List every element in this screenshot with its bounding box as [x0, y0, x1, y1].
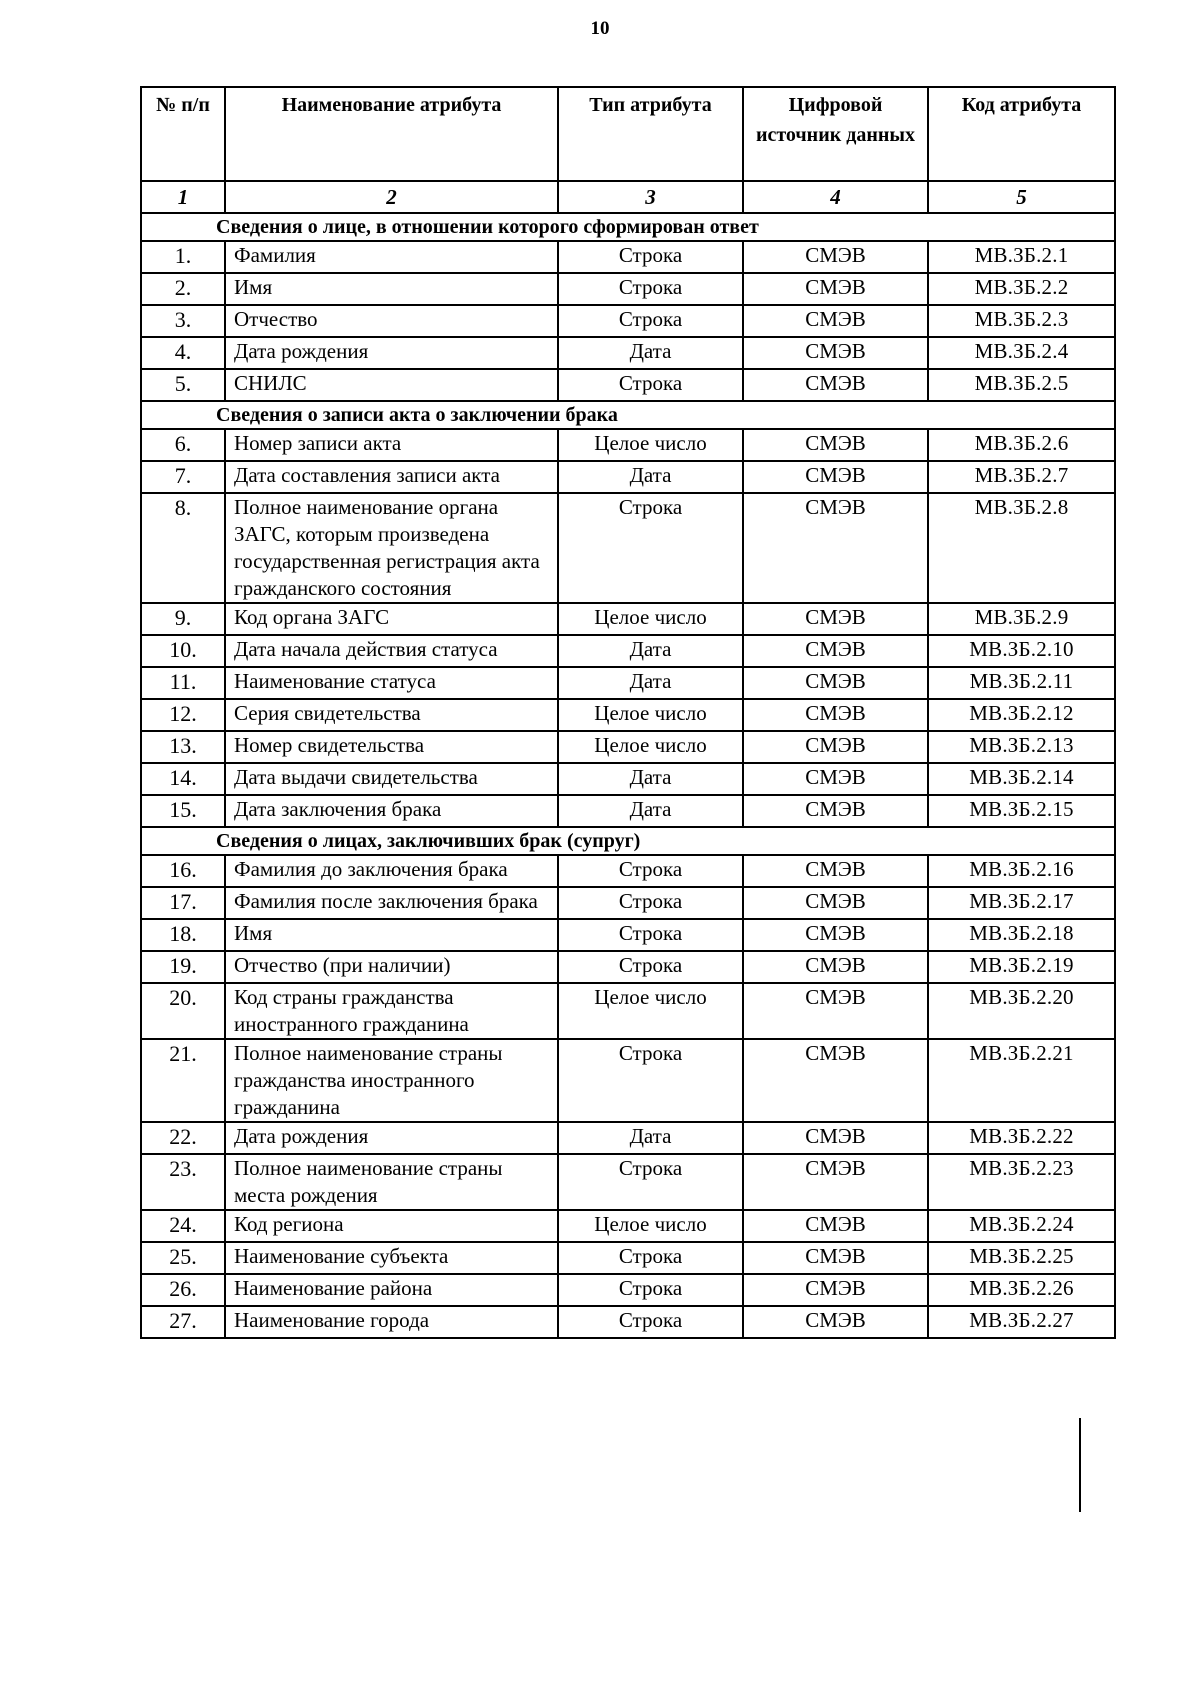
attribute-name: Дата рождения [225, 337, 558, 369]
attribute-code: МВ.ЗБ.2.23 [928, 1154, 1115, 1210]
row-number: 26. [141, 1274, 225, 1306]
column-number: 2 [225, 181, 558, 213]
attribute-type: Дата [558, 667, 743, 699]
table-row [141, 855, 1115, 887]
attribute-type: Строка [558, 855, 743, 887]
attribute-code: МВ.ЗБ.2.14 [928, 763, 1115, 795]
attribute-type: Целое число [558, 429, 743, 461]
data-source: СМЭВ [743, 603, 928, 635]
data-source: СМЭВ [743, 1039, 928, 1122]
attribute-code: МВ.ЗБ.2.17 [928, 887, 1115, 919]
attribute-code: МВ.ЗБ.2.21 [928, 1039, 1115, 1122]
table-header-row [141, 87, 1115, 181]
attribute-code: МВ.ЗБ.2.2 [928, 273, 1115, 305]
data-source: СМЭВ [743, 241, 928, 273]
attribute-name: Наименование района [225, 1274, 558, 1306]
row-number: 11. [141, 667, 225, 699]
attribute-type: Строка [558, 493, 743, 603]
table-row [141, 603, 1115, 635]
data-source: СМЭВ [743, 337, 928, 369]
attribute-type: Строка [558, 369, 743, 401]
table-row [141, 1274, 1115, 1306]
column-number: 5 [928, 181, 1115, 213]
data-source: СМЭВ [743, 667, 928, 699]
attribute-name: Полное наименование страны гражданства иностранного гражданина [225, 1039, 558, 1122]
row-number: 19. [141, 951, 225, 983]
column-number: 4 [743, 181, 928, 213]
attribute-code: МВ.ЗБ.2.22 [928, 1122, 1115, 1154]
attribute-type: Целое число [558, 1210, 743, 1242]
row-number: 4. [141, 337, 225, 369]
attribute-name: Код страны гражданства иностранного гражданина [225, 983, 558, 1039]
attribute-type: Целое число [558, 731, 743, 763]
attribute-code: МВ.ЗБ.2.5 [928, 369, 1115, 401]
row-number: 25. [141, 1242, 225, 1274]
table-row [141, 919, 1115, 951]
row-number: 16. [141, 855, 225, 887]
data-source: СМЭВ [743, 1274, 928, 1306]
data-source: СМЭВ [743, 305, 928, 337]
attribute-name: Фамилия после заключения брака [225, 887, 558, 919]
row-number: 22. [141, 1122, 225, 1154]
attribute-name: Номер свидетельства [225, 731, 558, 763]
table-row [141, 273, 1115, 305]
attribute-code: МВ.ЗБ.2.16 [928, 855, 1115, 887]
attribute-type: Строка [558, 887, 743, 919]
data-source: СМЭВ [743, 369, 928, 401]
section-header-row [141, 401, 1115, 429]
table-row [141, 493, 1115, 603]
data-source: СМЭВ [743, 795, 928, 827]
data-source: СМЭВ [743, 273, 928, 305]
attribute-name: Дата выдачи свидетельства [225, 763, 558, 795]
data-source: СМЭВ [743, 1242, 928, 1274]
attribute-type: Дата [558, 337, 743, 369]
attribute-code: МВ.ЗБ.2.18 [928, 919, 1115, 951]
row-number: 5. [141, 369, 225, 401]
section-title: Сведения о записи акта о заключении брака [141, 401, 1115, 429]
table-row [141, 699, 1115, 731]
section-header-row [141, 827, 1115, 855]
attribute-type: Дата [558, 763, 743, 795]
data-source: СМЭВ [743, 919, 928, 951]
row-number: 13. [141, 731, 225, 763]
attribute-type: Целое число [558, 983, 743, 1039]
header-num: № п/п [141, 87, 225, 181]
attribute-name: Дата рождения [225, 1122, 558, 1154]
data-source: СМЭВ [743, 855, 928, 887]
data-source: СМЭВ [743, 461, 928, 493]
attribute-name: Наименование города [225, 1306, 558, 1338]
attribute-type: Дата [558, 795, 743, 827]
table-row [141, 795, 1115, 827]
attribute-type: Строка [558, 305, 743, 337]
table-row [141, 337, 1115, 369]
attribute-type: Строка [558, 1242, 743, 1274]
row-number: 15. [141, 795, 225, 827]
attribute-name: Отчество [225, 305, 558, 337]
data-source: СМЭВ [743, 1122, 928, 1154]
attribute-code: МВ.ЗБ.2.7 [928, 461, 1115, 493]
attribute-name: Дата начала действия статуса [225, 635, 558, 667]
row-number: 8. [141, 493, 225, 603]
column-number: 3 [558, 181, 743, 213]
data-source: СМЭВ [743, 1154, 928, 1210]
row-number: 20. [141, 983, 225, 1039]
attribute-code: МВ.ЗБ.2.9 [928, 603, 1115, 635]
row-number: 18. [141, 919, 225, 951]
attribute-type: Строка [558, 1306, 743, 1338]
attribute-name: Код органа ЗАГС [225, 603, 558, 635]
header-type: Тип атрибута [558, 87, 743, 181]
row-number: 27. [141, 1306, 225, 1338]
table-row [141, 951, 1115, 983]
table-row [141, 461, 1115, 493]
attribute-code: МВ.ЗБ.2.13 [928, 731, 1115, 763]
attribute-code: МВ.ЗБ.2.15 [928, 795, 1115, 827]
table-row [141, 1039, 1115, 1122]
data-source: СМЭВ [743, 983, 928, 1039]
table-row [141, 1154, 1115, 1210]
row-number: 17. [141, 887, 225, 919]
table-row [141, 429, 1115, 461]
attribute-code: МВ.ЗБ.2.19 [928, 951, 1115, 983]
data-source: СМЭВ [743, 635, 928, 667]
table-row [141, 1210, 1115, 1242]
attribute-type: Дата [558, 461, 743, 493]
attribute-code: МВ.ЗБ.2.26 [928, 1274, 1115, 1306]
table-row [141, 983, 1115, 1039]
attribute-code: МВ.ЗБ.2.8 [928, 493, 1115, 603]
attribute-type: Строка [558, 241, 743, 273]
attribute-code: МВ.ЗБ.2.20 [928, 983, 1115, 1039]
row-number: 10. [141, 635, 225, 667]
table-row [141, 635, 1115, 667]
attribute-name: Отчество (при наличии) [225, 951, 558, 983]
attribute-name: Фамилия [225, 241, 558, 273]
table-row [141, 763, 1115, 795]
attribute-name: Код региона [225, 1210, 558, 1242]
row-number: 3. [141, 305, 225, 337]
column-number: 1 [141, 181, 225, 213]
row-number: 23. [141, 1154, 225, 1210]
section-header-row [141, 213, 1115, 241]
attribute-name: Номер записи акта [225, 429, 558, 461]
data-source: СМЭВ [743, 951, 928, 983]
table-row [141, 1306, 1115, 1338]
table-row [141, 1122, 1115, 1154]
data-source: СМЭВ [743, 731, 928, 763]
table-body [141, 213, 1115, 1338]
table-row [141, 667, 1115, 699]
attribute-code: МВ.ЗБ.2.11 [928, 667, 1115, 699]
section-title: Сведения о лице, в отношении которого сформирован ответ [141, 213, 1115, 241]
attribute-code: МВ.ЗБ.2.12 [928, 699, 1115, 731]
attribute-name: Фамилия до заключения брака [225, 855, 558, 887]
section-title: Сведения о лицах, заключивших брак (супруг) [141, 827, 1115, 855]
attribute-type: Дата [558, 1122, 743, 1154]
header-code: Код атрибута [928, 87, 1115, 181]
table-row [141, 305, 1115, 337]
attribute-name: Имя [225, 273, 558, 305]
row-number: 2. [141, 273, 225, 305]
header-source: Цифровой источник данных [743, 87, 928, 181]
attribute-name: СНИЛС [225, 369, 558, 401]
row-number: 7. [141, 461, 225, 493]
attribute-name: Полное наименование страны места рождения [225, 1154, 558, 1210]
attribute-code: МВ.ЗБ.2.1 [928, 241, 1115, 273]
attribute-name: Дата составления записи акта [225, 461, 558, 493]
header-name: Наименование атрибута [225, 87, 558, 181]
data-source: СМЭВ [743, 1210, 928, 1242]
attribute-type: Целое число [558, 699, 743, 731]
table-row [141, 887, 1115, 919]
attribute-code: МВ.ЗБ.2.24 [928, 1210, 1115, 1242]
data-source: СМЭВ [743, 429, 928, 461]
row-number: 1. [141, 241, 225, 273]
attribute-type: Строка [558, 1039, 743, 1122]
row-number: 21. [141, 1039, 225, 1122]
table-row [141, 731, 1115, 763]
data-source: СМЭВ [743, 887, 928, 919]
column-number-row [141, 181, 1115, 213]
margin-mark [1079, 1418, 1081, 1512]
attribute-name: Серия свидетельства [225, 699, 558, 731]
data-source: СМЭВ [743, 1306, 928, 1338]
data-source: СМЭВ [743, 699, 928, 731]
attribute-name: Полное наименование органа ЗАГС, которым произведена государственная регистрация акта гражданского состояния [225, 493, 558, 603]
attribute-code: МВ.ЗБ.2.4 [928, 337, 1115, 369]
attribute-code: МВ.ЗБ.2.10 [928, 635, 1115, 667]
row-number: 6. [141, 429, 225, 461]
attribute-code: МВ.ЗБ.2.6 [928, 429, 1115, 461]
attribute-type: Строка [558, 919, 743, 951]
table-row [141, 369, 1115, 401]
page-number: 10 [590, 18, 610, 39]
attribute-type: Строка [558, 1274, 743, 1306]
row-number: 12. [141, 699, 225, 731]
table-row [141, 241, 1115, 273]
attribute-type: Целое число [558, 603, 743, 635]
attribute-name: Наименование статуса [225, 667, 558, 699]
attribute-type: Строка [558, 951, 743, 983]
attributes-table [140, 86, 1116, 1339]
attribute-name: Дата заключения брака [225, 795, 558, 827]
attribute-code: МВ.ЗБ.2.27 [928, 1306, 1115, 1338]
attribute-type: Дата [558, 635, 743, 667]
row-number: 9. [141, 603, 225, 635]
row-number: 24. [141, 1210, 225, 1242]
row-number: 14. [141, 763, 225, 795]
attribute-type: Строка [558, 1154, 743, 1210]
attribute-name: Имя [225, 919, 558, 951]
attribute-code: МВ.ЗБ.2.25 [928, 1242, 1115, 1274]
data-source: СМЭВ [743, 493, 928, 603]
data-source: СМЭВ [743, 763, 928, 795]
attribute-code: МВ.ЗБ.2.3 [928, 305, 1115, 337]
attribute-name: Наименование субъекта [225, 1242, 558, 1274]
attribute-type: Строка [558, 273, 743, 305]
table-row [141, 1242, 1115, 1274]
